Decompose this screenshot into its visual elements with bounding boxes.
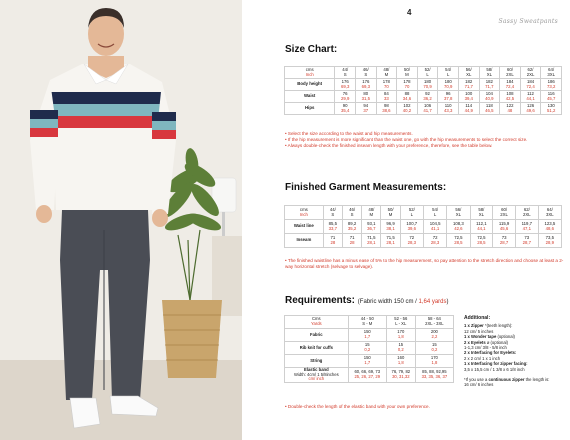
table-row	[285, 329, 454, 342]
cell: 102 40,2	[397, 103, 418, 115]
cell: 96,9 38,1	[381, 220, 400, 234]
size-col: 54/ L	[423, 206, 446, 220]
size-col: 48/ M	[376, 67, 397, 79]
note-item: • Double-check the length of the elastic band with your own preference.	[285, 404, 485, 410]
additional-item: 1-1,3 cm/ 3/8 - 5/8 inch	[464, 345, 507, 351]
cell: 176 69,3	[355, 79, 376, 91]
requirements-title: Requirements: (Fabric width 150 cm / 1,64 yards)	[285, 295, 449, 306]
cell: 73 28,7	[493, 234, 516, 248]
size-chart-title: Size Chart:	[285, 44, 338, 55]
additional-item: 3,5 x 15,5 cm / 1 3/8 x 6 1/8 inch	[464, 366, 525, 372]
cell: 150 1,7	[348, 329, 386, 342]
cell: 119,7 47,1	[515, 220, 538, 234]
brand-name: Sassy Sweatpants	[498, 18, 558, 25]
additional-item: 2 x 2 cm/ 1 x 1 inch	[464, 355, 501, 361]
additional-footnote-length: 16 cm/ 6 inches	[464, 382, 494, 388]
cell: 88 34,6	[397, 91, 418, 103]
cell: 116 45,7	[541, 91, 562, 103]
row-label: Rib knit for cuffs	[285, 342, 349, 355]
row-label: Fabric	[285, 329, 349, 342]
table-row	[285, 79, 562, 91]
req-col: 52 - 56 L - XL	[386, 316, 415, 329]
cell: 72 28,3	[400, 234, 423, 248]
cell: 182 71,7	[458, 79, 479, 91]
cell: 118 46,5	[479, 103, 500, 115]
additional-item: 2 x Eyelets ø (optional)	[464, 339, 508, 345]
additional-footnote: *If you use a continuous zipper the length is:	[464, 377, 550, 383]
size-col: 52/ L	[400, 206, 423, 220]
cell: 186 73,2	[541, 79, 562, 91]
cell: 123,5 48,6	[538, 220, 561, 234]
req-col: 58 - 64 2XL - 3XL	[415, 316, 453, 329]
size-col: 44/ S	[323, 206, 342, 220]
size-col: 62/ 2XL	[515, 206, 538, 220]
cell: 96 37,8	[438, 91, 459, 103]
finished-table	[284, 205, 562, 248]
finished-header-label: cms Inch	[285, 206, 324, 220]
note-item: • If the hip measurement is more significant than the waist one, go with the hip measurements to select the correct size.	[285, 137, 567, 143]
additional-item: 12 cm/ 5 inches	[464, 328, 494, 334]
row-label: Hips	[285, 103, 335, 115]
cell: 93,1 36,7	[362, 220, 381, 234]
cell: 71,5 28,1	[381, 234, 400, 248]
page-number: 4	[407, 8, 412, 17]
cell: 60, 66, 69, 73 25, 26, 27, 29	[348, 368, 386, 383]
cell: 112,1 44,1	[470, 220, 493, 234]
finished-title: Finished Garment Measurements:	[285, 182, 447, 193]
model-photo	[0, 0, 242, 440]
cell: 106 41,7	[417, 103, 438, 115]
cell: 178 70	[397, 79, 418, 91]
size-chart-table	[284, 66, 562, 115]
cell: 114 44,9	[458, 103, 479, 115]
size-col: 62/ 2XL	[520, 67, 541, 79]
size-col: 54/ L	[438, 67, 459, 79]
cell: 160 1,8	[386, 355, 415, 368]
cell: 80 31,5	[355, 91, 376, 103]
cell: 126 49,6	[520, 103, 541, 115]
cell: 85,5 33,7	[323, 220, 342, 234]
cell: 94 37	[355, 103, 376, 115]
cell: 100,7 39,6	[400, 220, 423, 234]
cell: 84 33	[376, 91, 397, 103]
cell: 71 28	[323, 234, 342, 248]
cell: 73,5 28,9	[538, 234, 561, 248]
cell: 122 48	[500, 103, 521, 115]
additional-item: 2 x Interfacing for Eyelets:	[464, 350, 517, 356]
note-item: • The finished waistline has a minus ease of 5% to the hip measurement, so pay attention to the stretch direction and choose at least a 2-way horizontal stretch (selvage to selvage).	[285, 258, 567, 270]
table-row	[285, 342, 454, 355]
cell: 104 40,9	[479, 91, 500, 103]
cell: 72 28,3	[423, 234, 446, 248]
cell: 89,2 35,2	[342, 220, 361, 234]
size-header-row	[285, 67, 562, 79]
req-header-label: Cms Yards	[285, 316, 349, 329]
cell: 71 28	[342, 234, 361, 248]
cell: 182 71,7	[479, 79, 500, 91]
cell: 71,5 28,1	[362, 234, 381, 248]
cell: 108 42,5	[500, 91, 521, 103]
additional-title: Additional:	[464, 315, 491, 321]
cell: 170 1,8	[415, 355, 453, 368]
finished-notes	[285, 258, 567, 270]
requirements-notes	[285, 404, 485, 410]
req-header-row	[285, 316, 454, 329]
cell: 110 43,3	[438, 103, 459, 115]
row-label: Waist	[285, 91, 335, 103]
row-label: String	[285, 355, 349, 368]
cell: 200 2,2	[415, 329, 453, 342]
size-col: 46/ S	[342, 206, 361, 220]
size-col: 50/ M	[381, 206, 400, 220]
cell: 76, 79, 82 30, 31,32	[386, 368, 415, 383]
size-col: 58/ XL	[479, 67, 500, 79]
size-col: 48/ M	[362, 206, 381, 220]
size-col: 60/ 2XL	[500, 67, 521, 79]
cell: 178 70	[376, 79, 397, 91]
additional-section	[464, 316, 564, 388]
additional-item: 1 x Wonder tape (optional)	[464, 334, 515, 340]
table-row	[285, 220, 562, 234]
cell: 104,5 41,1	[423, 220, 446, 234]
cell: 112 44,1	[520, 91, 541, 103]
cell: 176 69,3	[335, 79, 356, 91]
note-item: • Select the size according to the waist and hip measurements.	[285, 131, 567, 137]
cell: 92 36,2	[417, 91, 438, 103]
row-label: Waist line	[285, 220, 324, 234]
cell: 76 29,9	[335, 91, 356, 103]
cell: 180 70,9	[417, 79, 438, 91]
size-header-label: cms Inch	[285, 67, 335, 79]
size-col: 64/ 3XL	[538, 206, 561, 220]
size-chart-notes	[285, 131, 567, 149]
cell: 72,5 28,5	[470, 234, 493, 248]
table-row	[285, 234, 562, 248]
additional-item: 1 x Zipper *(teeth length):	[464, 323, 513, 329]
pattern-page	[242, 0, 570, 440]
table-row	[285, 103, 562, 115]
size-col: 46/ S	[355, 67, 376, 79]
row-label: Body height	[285, 79, 335, 91]
cell: 15 0,2	[348, 342, 386, 355]
cell: 184 72,4	[500, 79, 521, 91]
cell: 130 51,2	[541, 103, 562, 115]
cell: 150 1,7	[348, 355, 386, 368]
size-col: 60/ 2XL	[493, 206, 516, 220]
size-col: 58/ XL	[470, 206, 493, 220]
additional-item: 1 x Interfacing for zipper facing:	[464, 361, 528, 367]
size-col: 50/ M	[397, 67, 418, 79]
cell: 184 72,4	[520, 79, 541, 91]
row-label: Inseam	[285, 234, 324, 248]
size-col: 56/ XL	[458, 67, 479, 79]
cell: 15 0,2	[415, 342, 453, 355]
cell: 170 1,8	[386, 329, 415, 342]
finished-header-row	[285, 206, 562, 220]
cell: 115,9 45,6	[493, 220, 516, 234]
req-col: 44 - 50 S - M	[348, 316, 386, 329]
cell: 15 0,2	[386, 342, 415, 355]
cell: 98 38,6	[376, 103, 397, 115]
row-label: Elastic band Width: 4cm/ 1 5/8inches cm/ inch	[285, 368, 349, 383]
cell: 108,3 42,6	[447, 220, 470, 234]
fabric-width-note: (Fabric width 150 cm / 1,64 yards)	[357, 299, 449, 305]
cell: 180 70,9	[438, 79, 459, 91]
table-row	[285, 355, 454, 368]
size-col: 44/ S	[335, 67, 356, 79]
table-row	[285, 91, 562, 103]
cell: 90 35,4	[335, 103, 356, 115]
cell: 100 39,4	[458, 91, 479, 103]
note-item: • Always double-check the finished inseam length with your preference, therefore, see the table below.	[285, 143, 567, 149]
cell: 73 28,7	[515, 234, 538, 248]
size-col: 56/ XL	[447, 206, 470, 220]
requirements-table	[284, 315, 454, 383]
size-col: 52/ L	[417, 67, 438, 79]
cell: 85, 88, 92,95 33, 35, 36, 37	[415, 368, 453, 383]
cell: 72,5 28,5	[447, 234, 470, 248]
model-illustration	[0, 0, 242, 440]
size-col: 64/ 3XL	[541, 67, 562, 79]
table-row-elastic	[285, 368, 454, 383]
